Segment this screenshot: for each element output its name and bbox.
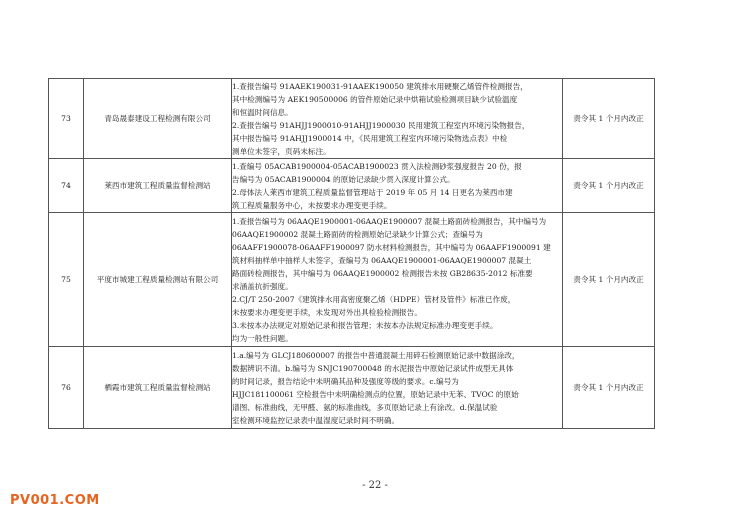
issue-line: 路面砖检测报告，其中编号为 06AAQE1900002 检测报告未按 GB28635-2012 标准要	[232, 268, 533, 278]
table-row	[49, 159, 655, 213]
unit-name: 平度市城建工程质量检测站有限公司	[84, 213, 232, 347]
issue-description	[232, 347, 563, 429]
corrective-action	[563, 79, 655, 159]
issue-line: HJJC181100061 空检报告中未明确检测点的位置，原始记录中无苯、TVOC 的原始	[232, 389, 519, 399]
issue-line: 1.查编号 05ACAB1900004-05ACAB1900023 贯入法检测砂浆强度报告 20 份，报	[232, 161, 522, 171]
row-number: 76	[49, 347, 84, 429]
issue-line: 06AAFF1900078-06AAFF1900097 防水材料检测报告，其中编号为 06AAFF1900091 建	[232, 242, 551, 252]
row-number: 74	[49, 159, 84, 213]
corrective-action	[563, 159, 655, 213]
issue-line: 06AAQE1900002 混凝土路面砖的检测原始记录缺少计算公式；查编号为	[232, 229, 483, 239]
action-text: 责令其 1 个月内改正	[573, 274, 644, 284]
issue-line: 告编号为 05ACAB1900004 的原始记录缺少贯入深度计算公式。	[232, 174, 455, 184]
corrective-action	[563, 347, 655, 429]
issue-line: 测单位未签字，页码未标注。	[232, 146, 331, 156]
unit-name: 栖霞市建筑工程质量监督检测站	[84, 347, 232, 429]
issue-line: 筑工程质量服务中心，未按要求办理变更手续。	[232, 200, 392, 210]
issue-line: 2.CJ/T 250-2007《建筑排水用高密度聚乙烯（HDPE）管材及管件》标准已作废，	[232, 294, 516, 304]
issue-line: 其中报告编号 91AHJJ1900014 中，《民用建筑工程室内环境污染物选点表》中检	[232, 133, 508, 143]
issue-line: 和恒温时间信息。	[232, 107, 293, 117]
unit-name: 青岛晟泰建设工程检测有限公司	[84, 79, 232, 159]
page-number: - 22 -	[362, 480, 388, 491]
inspection-findings-table	[48, 78, 655, 429]
issue-line: 1.查报告编号为 06AAQE1900001-06AAQE1900007 混凝土路面砖检测报告，其中编号为	[232, 216, 547, 226]
action-text: 责令其 1 个月内改正	[573, 382, 644, 392]
issue-line: 2.查报告编号 91AHJJ1900010-91AHJJ1900030 民用建筑工程室内环境污染物报告，	[232, 120, 530, 130]
site-watermark: PV001.COM	[10, 493, 100, 508]
issue-line: 其中检测编号为 AEK190500006 的管件原始记录中烘箱试验检测项目缺少试验温度	[232, 94, 518, 104]
issue-description	[232, 159, 563, 213]
issue-line: 的时间记录，报告结论中未明确其品种及强度等级的要求。c.编号为	[232, 376, 459, 386]
issue-line: 2.母体法人莱西市建筑工程质量监督管理站于 2019 年 05 月 14 日更名为莱西市建	[232, 187, 513, 197]
issue-line: 1.a.编号为 GLCJ180600007 的报告中普通混凝土用碎石检测原始记录中数据涂改，	[232, 350, 520, 360]
corrective-action	[563, 213, 655, 347]
issue-line: 求涵盖抗折强度。	[232, 281, 293, 291]
table-row	[49, 347, 655, 429]
action-text: 责令其 1 个月内改正	[573, 113, 644, 123]
issue-line: 3.未按本办法规定对原始记录和报告管理；未按本办法规定标准办理变更手续。	[232, 320, 498, 330]
issue-description	[232, 79, 563, 159]
row-number: 73	[49, 79, 84, 159]
action-text: 责令其 1 个月内改正	[573, 180, 644, 190]
issue-line: 室检测环境监控记录表中温湿度记录时间不明确。	[232, 415, 400, 425]
issue-line: 1.查报告编号 91AAEK190031-91AAEK190050 建筑排水用硬聚乙烯管件检测报告，	[232, 81, 528, 91]
issue-line: 未按要求办理变更手续，未发现对外出具检验检测报告。	[232, 307, 422, 317]
issue-description	[232, 213, 563, 347]
table-row	[49, 213, 655, 347]
issue-line: 谱图、标准曲线，无甲醛、氨的标准曲线，多页原始记录上有涂改。d.保温试验	[232, 402, 498, 412]
issue-line: 筑材料抽样单中抽样人未签字，查编号为 06AAQE1900001-06AAQE1900007 混凝土	[232, 255, 532, 265]
row-number: 75	[49, 213, 84, 347]
issue-line: 数据辨识不清。b.编号为 SNJC190700048 的水泥报告中原始记录试件成型无具体	[232, 363, 514, 373]
table-row	[49, 79, 655, 159]
unit-name: 莱西市建筑工程质量监督检测站	[84, 159, 232, 213]
issue-line: 均为一般性问题。	[232, 333, 293, 343]
